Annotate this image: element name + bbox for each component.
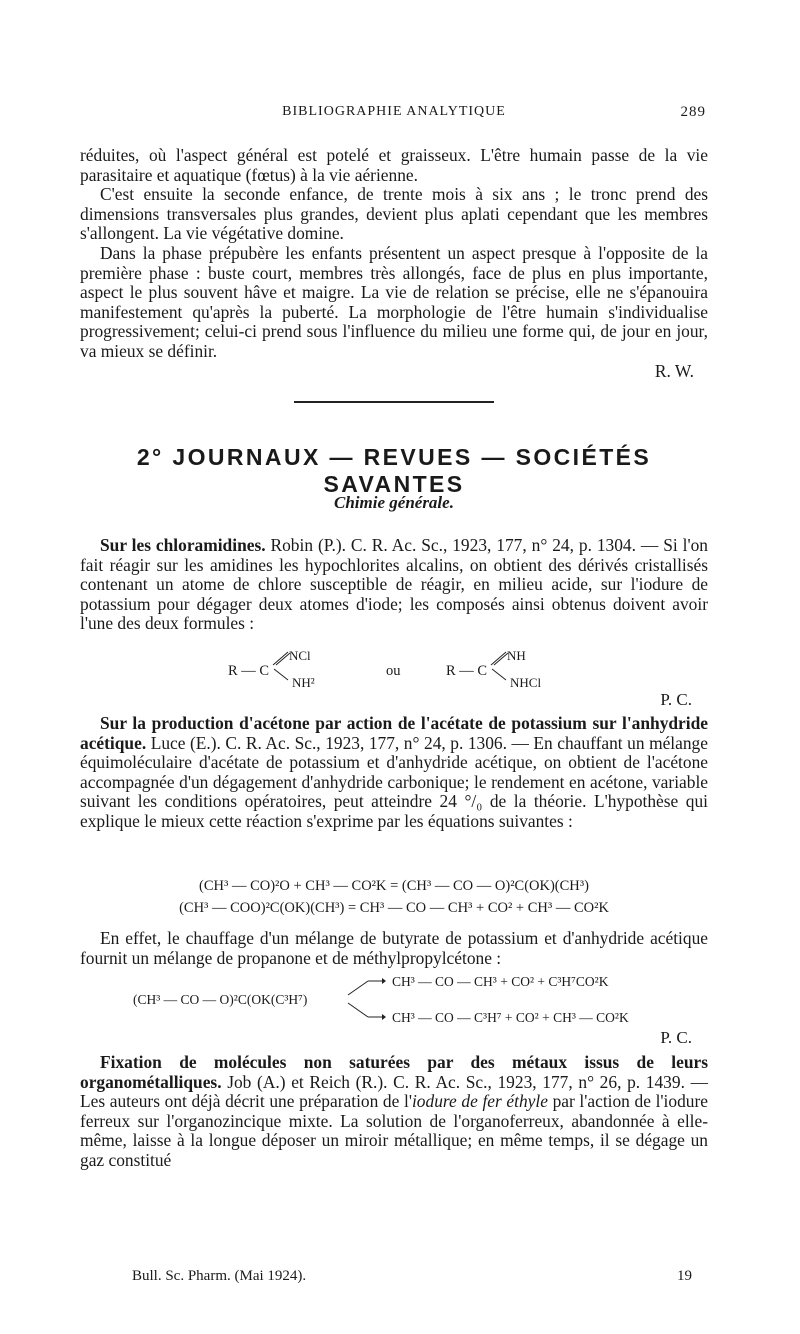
formula-right-bottom: NHCl [510,675,542,690]
article-signature: P. C. [660,690,692,709]
article-body: — En chauffant un mélange équimoléculaire d'acétate de potassium et d'anhydride acétique, on obtient de l'acétone accompagnée d'un dégagement d'anhydride carbonique; le rendement en acétone, variable suivant les conditions opératoires, peut atteindre 24 °/₀ de la théorie. L'hypothèse qui explique le mieux cette réaction s'exprime par les équations suivantes : [80,732,708,831]
page [80,0,708,1334]
section-title: 2° JOURNAUX — REVUES — SOCIÉTÉS SAVANTES [136,444,652,497]
reaction-arrows [344,973,386,1025]
article-reference: Luce (E.). C. R. Ac. Sc., 1923, 177, n° 24, p. 1306. [150,732,507,753]
equation-3-top: CH³ — CO — CH³ + CO² + C³H⁷CO²K [392,974,609,989]
section-divider [294,401,494,403]
article-title: Sur les chloramidines. [100,535,266,555]
formula-left-top: NCl [289,648,311,663]
bond-lines [271,649,291,683]
equation-1: (CH³ — CO)²O + CH³ — CO²K = (CH³ — CO — O)²C(OK)(CH³) [199,878,589,894]
subsection-title: Chimie générale. [334,493,454,512]
article-chloramidines [80,536,708,634]
intro-paragraph-3: Dans la phase prépubère les enfants présentent un aspect presque à l'opposite de la première phase : buste court, membres très allongés, face de plus en plus importante, aspect le plus souvent hâve et maigre. La vie de relation se précise, elle ne s'épanouira manifestement qu'après la puberté. La morphologie de l'être humain s'individualise progressivement; celui-ci prend sous l'influence du milieu une forme qui, de jour en jour, va mieux se définir. [80,242,708,361]
article-body: par l'action de l'iodure ferreux sur l'organozincique mixte. La solution de l'organoferreux, abandonnée à elle-même, laisse à la longue déposer un miroir métallique; en même temps, il se dégage un gaz constitué [80,1091,708,1170]
article-body: — Les auteurs ont déjà décrit une préparation de l' [80,1071,708,1112]
intro-text [80,146,708,362]
intro-signature: R. W. [654,361,694,381]
article-reference: Job (A.) et Reich (R.). C. R. Ac. Sc., 1923, 177, n° 26, p. 1439. [227,1071,685,1092]
footer-journal: Bull. Sc. Pharm. (Mai 1924). [132,1268,307,1284]
formula-left-bottom: NH² [292,675,315,690]
article-reference: Robin (P.). C. R. Ac. Sc., 1923, 177, n° 24, p. 1304. [270,535,636,555]
formula-right-r: R — C [446,663,488,679]
footer-signature-number: 19 [677,1268,692,1284]
running-head [80,104,708,126]
page-number: 289 [680,104,706,120]
intro-paragraph-2: C'est ensuite la seconde enfance, de trente mois à six ans ; le tronc prend des dimensions transversales plus grandes, devient plus aplati cependant que les membres s'allongent. La vie végétative domine. [80,184,708,244]
equation-3-bottom: CH³ — CO — C³H⁷ + CO² + CH³ — CO²K [392,1010,629,1025]
formula-or: ou [386,663,401,679]
article-body-2: En effet, le chauffage d'un mélange de butyrate de potassium et d'anhydride acétique fournit un mélange de propanone et de méthylpropylcétone : [80,928,708,968]
bond-lines [489,649,509,683]
formula-right-top: NH [507,648,526,663]
article-body: — Si l'on fait réagir sur les amidines les hypochlorites alcalins, on obtient des dérivés cristallisés contenant un atome de chlore susceptible de réagir, en milieu acide, sur l'iodure de potassium pour dégager deux atomes d'iode; les composés ainsi obtenus doivent avoir l'une des deux formules : [80,535,709,634]
equation-2: (CH³ — COO)²C(OK)(CH³) = CH³ — CO — CH³ + CO² + CH³ — CO²K [179,900,609,916]
footer [132,1268,692,1285]
article-title: Fixation de molécules non saturées par des métaux issus de leurs organométalliques. [80,1052,708,1092]
article-organometalliques [80,1053,708,1171]
article-acetone [80,714,708,832]
article-title: Sur la production d'acétone par action de l'acétate de potassium sur l'anhydride acétique. [80,713,708,753]
intro-paragraph-1: réduites, où l'aspect général est potelé et graisseux. L'être humain passe de la vie parasitaire et aquatique (fœtus) à la vie aérienne. [80,145,708,185]
article-body-italic: iodure de fer éthyle [411,1091,548,1112]
formula-left-r: R — C [228,663,270,679]
article-signature: P. C. [660,1028,692,1047]
running-title: BIBLIOGRAPHIE ANALYTIQUE [282,104,506,119]
article-acetone-continued [80,929,708,968]
equation-3-left: (CH³ — CO — O)²C(OK(C³H⁷) [133,992,308,1007]
